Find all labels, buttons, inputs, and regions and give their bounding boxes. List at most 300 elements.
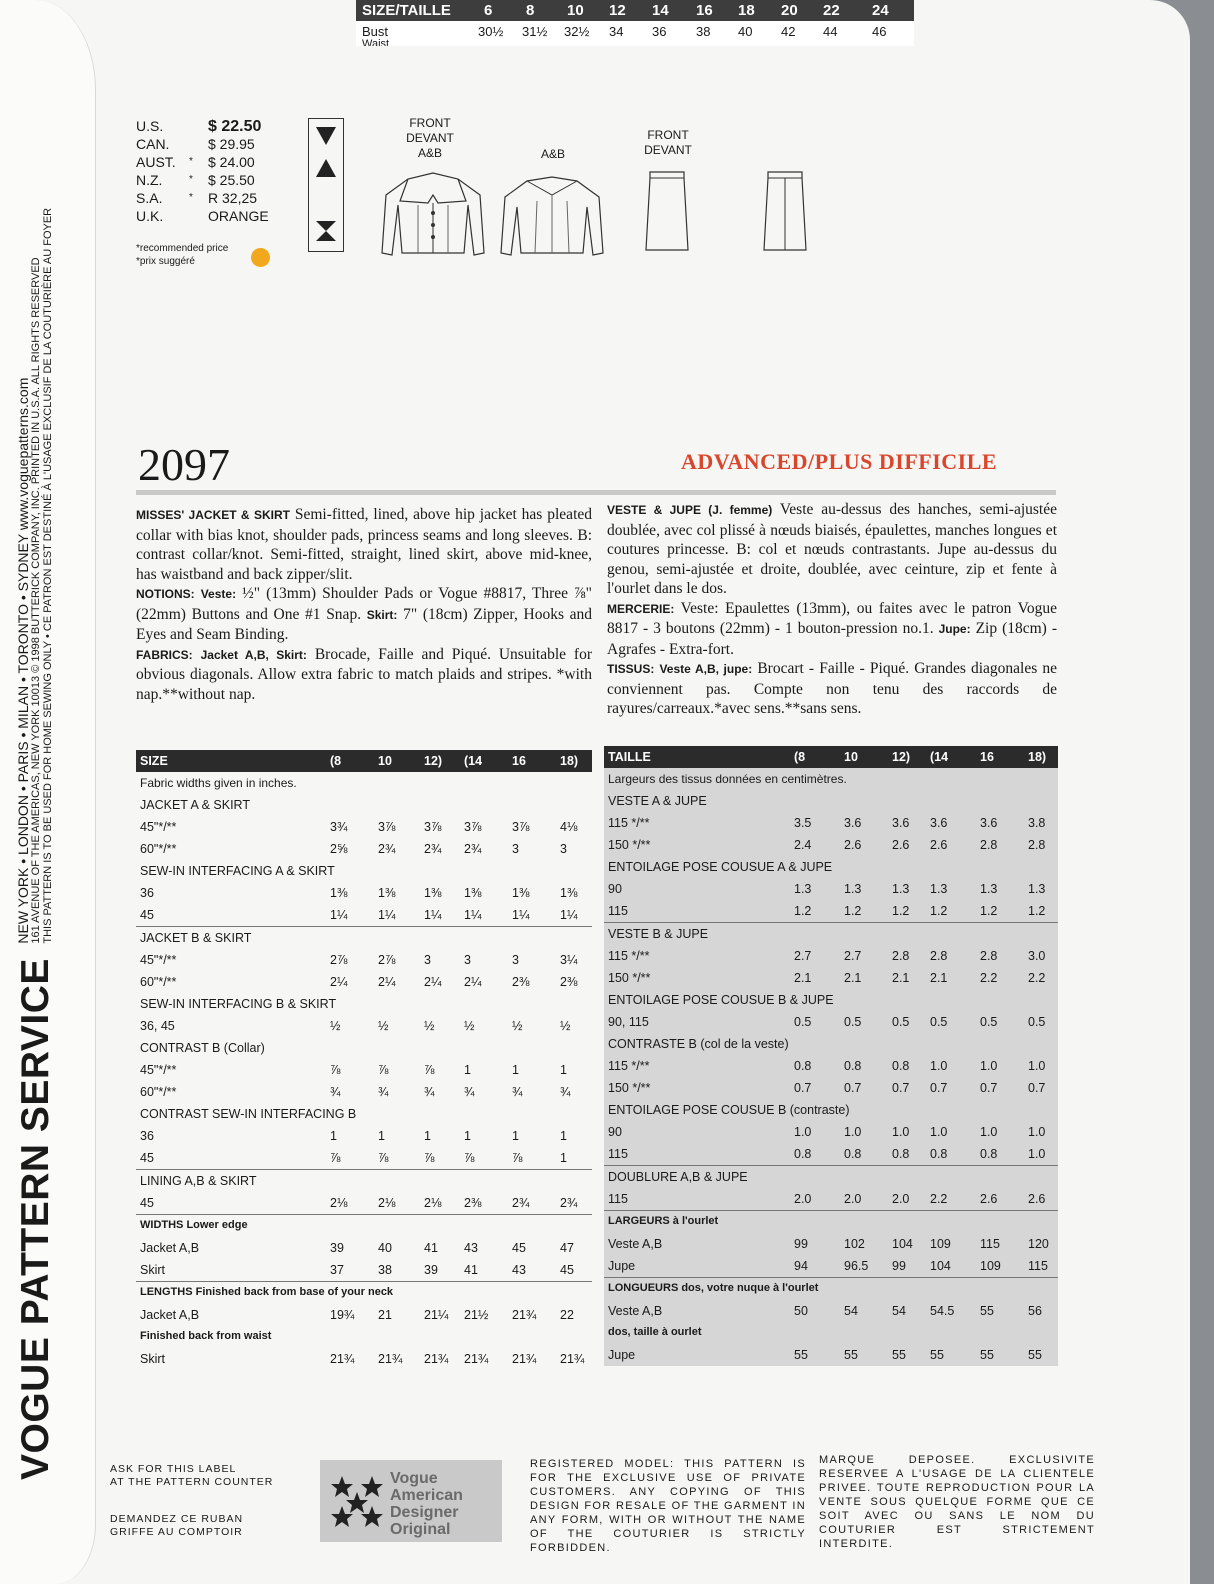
table-header-cell: (8 bbox=[330, 754, 342, 768]
table-cell: 1.0 bbox=[844, 1125, 862, 1139]
table-cell: 1.3 bbox=[1028, 882, 1046, 896]
table-cell: 21¾ bbox=[464, 1352, 489, 1366]
table-cell: 21¾ bbox=[560, 1352, 585, 1366]
table-cell: 1.0 bbox=[980, 1059, 998, 1073]
row-label: Veste A,B bbox=[608, 1237, 663, 1251]
table-cell: 2¾ bbox=[512, 1196, 530, 1210]
table-cell: 55 bbox=[794, 1348, 808, 1362]
table-cell: 0.5 bbox=[892, 1015, 910, 1029]
table-header-cell: (14 bbox=[930, 750, 949, 764]
bust-label: Bust bbox=[362, 24, 389, 39]
table-cell: 1 bbox=[560, 1151, 567, 1165]
fabrics-label: FABRICS: bbox=[136, 647, 193, 662]
table-cell: 21¾ bbox=[330, 1352, 355, 1366]
row-label: CONTRAST B (Collar) bbox=[140, 1041, 265, 1055]
table-cell: 3 bbox=[464, 953, 471, 967]
table-cell: 2.7 bbox=[794, 949, 812, 963]
price-country: N.Z. bbox=[136, 172, 163, 188]
table-cell: 1.2 bbox=[794, 904, 812, 918]
table-cell: 54 bbox=[844, 1304, 858, 1318]
table-cell: 21 bbox=[378, 1308, 392, 1322]
table-row bbox=[136, 1259, 592, 1281]
table-row bbox=[136, 1192, 592, 1214]
table-cell: 1 bbox=[464, 1063, 471, 1077]
table-cell: 1.0 bbox=[794, 1125, 812, 1139]
price-note-en: *recommended price bbox=[136, 243, 229, 254]
table-row bbox=[136, 904, 592, 926]
publisher-info bbox=[17, 208, 55, 944]
table-cell: 2.0 bbox=[892, 1192, 910, 1206]
table-row bbox=[604, 878, 1058, 900]
table-cell: 41 bbox=[464, 1263, 478, 1277]
table-cell: 1⅜ bbox=[512, 886, 530, 900]
table-cell: 3⅞ bbox=[464, 820, 482, 834]
yardage-table-french bbox=[604, 746, 1058, 1366]
table-cell: 1.0 bbox=[930, 1059, 948, 1073]
table-cell: 3.6 bbox=[844, 816, 862, 830]
table-cell: 0.8 bbox=[794, 1059, 812, 1073]
table-cell: 102 bbox=[844, 1237, 865, 1251]
table-cell: 2⅛ bbox=[330, 1196, 348, 1210]
table-cell: 0.7 bbox=[980, 1081, 998, 1095]
price-value: $ 25.50 bbox=[208, 172, 255, 188]
table-cell: 115 bbox=[980, 1237, 1000, 1251]
row-label: CONTRASTE B (col de la veste) bbox=[608, 1037, 789, 1051]
table-section-label bbox=[136, 1326, 592, 1348]
label-request-fr: DEMANDEZ CE RUBAN GRIFFE AU COMPTOIR bbox=[110, 1513, 244, 1538]
table-cell: 1 bbox=[512, 1063, 519, 1077]
publisher-address: 161 AVENUE OF THE AMERICAS, NEW YORK 10013 © 1998 BUTTERICK COMPANY, INC. PRINTED IN U.S.A. ALL RIGHTS RESERVED bbox=[29, 257, 42, 944]
table-cell: 0.5 bbox=[844, 1015, 862, 1029]
table-row bbox=[136, 816, 592, 838]
table-cell: 55 bbox=[844, 1348, 858, 1362]
table-cell: 2.0 bbox=[844, 1192, 862, 1206]
table-cell: 2.1 bbox=[844, 971, 862, 985]
fabrics-text: Brocart - Faille - Piqué. Grandes diagonales ne conviennent pas. Compte non tenu des raccords de rayures/carreaux.*avec sens.**sans sens. bbox=[607, 660, 1058, 717]
table-cell: 1¼ bbox=[560, 908, 578, 922]
table-cell: 2.7 bbox=[844, 949, 862, 963]
table-row bbox=[604, 1077, 1058, 1099]
row-label: 90 bbox=[608, 882, 622, 896]
table-cell: 37 bbox=[330, 1263, 344, 1277]
table-row bbox=[136, 1147, 592, 1169]
row-label: 36 bbox=[140, 1129, 154, 1143]
table-cell: 55 bbox=[1028, 1348, 1042, 1362]
table-section-label bbox=[604, 790, 1058, 812]
table-row bbox=[136, 1348, 592, 1370]
difficulty-label: ADVANCED/PLUS DIFFICILE bbox=[681, 449, 998, 474]
table-cell: 0.8 bbox=[844, 1147, 862, 1161]
row-label: 45"*/** bbox=[140, 953, 177, 967]
table-cell: 2⅜ bbox=[464, 1196, 482, 1210]
row-label: Largeurs des tissus données en centimètres. bbox=[608, 772, 847, 786]
table-cell: 1.0 bbox=[892, 1125, 910, 1139]
row-label: Skirt bbox=[140, 1352, 165, 1366]
table-cell: 3 bbox=[512, 953, 519, 967]
label-back-ab: A&B bbox=[540, 147, 565, 161]
table-cell: ⅞ bbox=[464, 1151, 475, 1165]
table-cell: 2.8 bbox=[892, 949, 910, 963]
table-cell: 3¼ bbox=[560, 953, 578, 967]
table-cell: 3.6 bbox=[980, 816, 998, 830]
table-cell: 1 bbox=[378, 1129, 385, 1143]
table-cell: 0.5 bbox=[930, 1015, 948, 1029]
table-cell: 3.6 bbox=[930, 816, 948, 830]
brand-title: VOGUE PATTERN SERVICE bbox=[14, 958, 57, 1480]
table-cell: 40 bbox=[378, 1241, 392, 1255]
table-row bbox=[604, 1344, 1058, 1366]
table-section-label bbox=[136, 860, 592, 882]
price-country: S.A. bbox=[136, 190, 163, 206]
fold-mark-box bbox=[308, 118, 344, 252]
row-label: Jupe bbox=[608, 1348, 636, 1362]
table-cell: 1.0 bbox=[1028, 1059, 1046, 1073]
table-cell: 54.5 bbox=[930, 1304, 955, 1318]
table-cell: ¾ bbox=[560, 1085, 571, 1099]
bust-value: 38 bbox=[696, 24, 711, 39]
price-mark: * bbox=[189, 192, 193, 203]
table-cell: 3 bbox=[512, 842, 519, 856]
row-label: LENGTHS Finished back from base of your neck bbox=[140, 1286, 394, 1298]
table-cell: 3.0 bbox=[1028, 949, 1046, 963]
table-cell: 1.2 bbox=[844, 904, 862, 918]
table-cell: 2¼ bbox=[330, 975, 348, 989]
table-section-label bbox=[604, 989, 1058, 1011]
table-header-cell: (8 bbox=[794, 750, 806, 764]
table-section-label bbox=[136, 794, 592, 816]
table-row bbox=[604, 967, 1058, 989]
table-cell: 104 bbox=[892, 1237, 913, 1251]
table-cell: ⅞ bbox=[378, 1151, 389, 1165]
table-cell: 0.8 bbox=[930, 1147, 948, 1161]
table-cell: 3⅞ bbox=[512, 820, 530, 834]
table-section-label bbox=[604, 1099, 1058, 1121]
row-label: 60"*/** bbox=[140, 1085, 177, 1099]
table-cell: 3 bbox=[560, 842, 567, 856]
desc-heading: MISSES' JACKET & SKIRT bbox=[136, 508, 290, 522]
table-cell: 43 bbox=[464, 1241, 478, 1255]
table-cell: 1⅜ bbox=[560, 886, 578, 900]
table-section-label bbox=[604, 1278, 1058, 1300]
table-cell: 55 bbox=[892, 1348, 906, 1362]
row-label: 115 */** bbox=[608, 816, 650, 830]
table-cell: ¾ bbox=[330, 1085, 341, 1099]
bust-value: 42 bbox=[781, 24, 796, 39]
row-label: 45"*/** bbox=[140, 820, 177, 834]
table-cell: 2¾ bbox=[378, 842, 396, 856]
size-label: 16 bbox=[696, 2, 713, 19]
table-cell: 21¾ bbox=[378, 1352, 403, 1366]
price-note-fr: *prix suggéré bbox=[136, 256, 195, 267]
size-label: 14 bbox=[652, 2, 669, 19]
notions-sub-label: Skirt: bbox=[366, 607, 398, 622]
table-row bbox=[136, 1081, 592, 1103]
row-label: 36 bbox=[140, 886, 154, 900]
table-cell: 0.8 bbox=[844, 1059, 862, 1073]
row-label: 150 */** bbox=[608, 838, 651, 852]
table-row bbox=[136, 882, 592, 904]
table-cell: 2.2 bbox=[980, 971, 998, 985]
table-cell: 45 bbox=[512, 1241, 526, 1255]
row-label: 150 */** bbox=[608, 971, 651, 985]
table-cell: 2.0 bbox=[794, 1192, 812, 1206]
notions-text: Zip (18cm) - Agrafes - Extra-fort. bbox=[607, 620, 1057, 658]
row-label: VESTE A & JUPE bbox=[608, 794, 707, 808]
size-label: 24 bbox=[872, 2, 889, 19]
row-label: ENTOILAGE POSE COUSUE A & JUPE bbox=[608, 860, 833, 874]
row-label: 115 bbox=[608, 1147, 628, 1161]
table-section-label bbox=[604, 856, 1058, 878]
hourglass-icon bbox=[315, 219, 337, 248]
row-label: 115 bbox=[608, 1192, 628, 1206]
row-label: JACKET A & SKIRT bbox=[140, 798, 250, 812]
row-label: 115 */** bbox=[608, 949, 650, 963]
size-strip-title: SIZE/TAILLE bbox=[362, 2, 451, 19]
table-cell: 94 bbox=[794, 1259, 808, 1273]
table-section-label bbox=[604, 1033, 1058, 1055]
row-label: LINING A,B & SKIRT bbox=[140, 1174, 257, 1188]
table-cell: 2⅞ bbox=[330, 953, 348, 967]
table-row bbox=[136, 1059, 592, 1081]
table-cell: 0.5 bbox=[794, 1015, 812, 1029]
size-label: 12 bbox=[609, 2, 626, 19]
table-section-label bbox=[136, 993, 592, 1015]
table-cell: 2⅞ bbox=[378, 953, 396, 967]
table-section-label bbox=[604, 1322, 1058, 1344]
table-cell: 3¾ bbox=[330, 820, 348, 834]
table-cell: 0.8 bbox=[980, 1147, 998, 1161]
row-label: CONTRAST SEW-IN INTERFACING B bbox=[140, 1107, 357, 1121]
envelope-spine bbox=[14, 208, 58, 1480]
row-label: 90 bbox=[608, 1125, 622, 1139]
row-label: 36, 45 bbox=[140, 1019, 175, 1033]
table-cell: 1 bbox=[330, 1129, 337, 1143]
table-cell: 21¾ bbox=[424, 1352, 449, 1366]
table-cell: ⅞ bbox=[424, 1063, 435, 1077]
table-cell: 19¾ bbox=[330, 1308, 355, 1322]
table-header-cell: (14 bbox=[464, 754, 483, 768]
table-cell: ¾ bbox=[378, 1085, 389, 1099]
table-cell: 115 bbox=[1028, 1259, 1048, 1273]
table-section-label bbox=[604, 768, 1058, 790]
table-cell: 2⅜ bbox=[560, 975, 578, 989]
table-cell: 2¼ bbox=[424, 975, 442, 989]
table-cell: 39 bbox=[330, 1241, 344, 1255]
price-value: $ 22.50 bbox=[208, 118, 262, 135]
table-cell: 2⅜ bbox=[512, 975, 530, 989]
table-row bbox=[136, 1015, 592, 1037]
table-cell: ¾ bbox=[512, 1085, 523, 1099]
row-label: WIDTHS Lower edge bbox=[140, 1219, 248, 1231]
table-cell: 120 bbox=[1028, 1237, 1049, 1251]
skirt-front-sketch bbox=[640, 168, 694, 254]
table-section-label bbox=[604, 1166, 1058, 1188]
table-section-label bbox=[136, 1170, 592, 1192]
table-cell: 41 bbox=[424, 1241, 438, 1255]
table-row bbox=[604, 1121, 1058, 1143]
table-cell: 1.3 bbox=[844, 882, 862, 896]
price-value: $ 24.00 bbox=[208, 154, 255, 170]
row-label: LARGEURS à l'ourlet bbox=[608, 1215, 719, 1227]
size-label: 20 bbox=[781, 2, 798, 19]
table-section-label bbox=[136, 1215, 592, 1237]
price-country: U.K. bbox=[136, 208, 164, 224]
size-label: 22 bbox=[823, 2, 840, 19]
table-cell: 1 bbox=[560, 1129, 567, 1143]
table-cell: 109 bbox=[980, 1259, 1001, 1273]
row-label: Finished back from waist bbox=[140, 1330, 272, 1342]
notions-label: MERCERIE: bbox=[607, 601, 675, 616]
table-section-label bbox=[136, 1282, 592, 1304]
table-cell: 2.6 bbox=[844, 838, 862, 852]
desc-text: Veste au-dessus des hanches, semi-ajustée doublée, avec col plissé à nœuds biaisés, épaulettes, manches longues et coutures princesse. B: col et nœuds contrastants. Jupe au-dessus du genou, semi-ajustée et droite, doublée, avec ceinture, zip et fente à l'ourlet dans le dos. bbox=[607, 501, 1057, 597]
row-label: ENTOILAGE POSE COUSUE B (contraste) bbox=[608, 1103, 850, 1117]
table-cell: 2.2 bbox=[930, 1192, 948, 1206]
table-row bbox=[604, 1233, 1058, 1255]
row-label: Fabric widths given in inches. bbox=[140, 776, 297, 790]
table-row bbox=[136, 1237, 592, 1259]
table-cell: 1.0 bbox=[1028, 1147, 1046, 1161]
table-cell: ⅞ bbox=[512, 1151, 523, 1165]
home-sewing-notice: THIS PATTERN IS TO BE USED FOR HOME SEWING ONLY • CE PATRON EST DESTINÉ À L'USAGE EXCLUSIF DE LA COUTURIÈRE AU FOYER bbox=[42, 207, 55, 944]
table-cell: ⅞ bbox=[424, 1151, 435, 1165]
table-cell: 2¾ bbox=[424, 842, 442, 856]
desc-text: Semi-fitted, lined, above hip jacket has pleated collar with bias knot, shoulder pads, princess seams and long sleeves. B: contrast collar/knot. Semi-fitted, straight, lined skirt, above mid-knee, has waistband and back zipper/slit. bbox=[136, 506, 592, 583]
triangle-down-icon bbox=[315, 125, 337, 152]
row-label: LONGUEURS dos, votre nuque à l'ourlet bbox=[608, 1282, 819, 1294]
price-country: CAN. bbox=[136, 136, 170, 152]
table-row bbox=[604, 900, 1058, 922]
table-row bbox=[604, 1011, 1058, 1033]
table-cell: 0.8 bbox=[892, 1147, 910, 1161]
size-chart-strip bbox=[356, 0, 914, 46]
table-cell: 1¼ bbox=[512, 908, 530, 922]
bust-value: 36 bbox=[652, 24, 667, 39]
table-row bbox=[604, 1055, 1058, 1077]
row-label: JACKET B & SKIRT bbox=[140, 931, 252, 945]
table-cell: 1 bbox=[424, 1129, 431, 1143]
notions-label: NOTIONS: bbox=[136, 587, 195, 601]
notions-text: Epaulettes (13mm), ou faites avec le patron Vogue 8817 - 3 boutons (22mm) - 1 bouton-pression no.1. bbox=[607, 599, 1057, 637]
table-row bbox=[136, 949, 592, 971]
table-cell: 39 bbox=[424, 1263, 438, 1277]
table-section-label bbox=[136, 927, 592, 949]
row-label: 45 bbox=[140, 1151, 154, 1165]
table-row bbox=[136, 1304, 592, 1326]
row-label: 60"*/** bbox=[140, 842, 177, 856]
table-cell: ½ bbox=[424, 1019, 435, 1033]
table-cell: 21½ bbox=[464, 1308, 489, 1322]
table-cell: 1¼ bbox=[378, 908, 396, 922]
table-cell: 2.6 bbox=[980, 1192, 998, 1206]
table-header-cell: 12) bbox=[424, 754, 443, 768]
table-cell: 1¼ bbox=[464, 908, 482, 922]
row-label: SEW-IN INTERFACING B & SKIRT bbox=[140, 997, 337, 1011]
table-cell: 1.0 bbox=[1028, 1125, 1046, 1139]
table-cell: 1 bbox=[464, 1129, 471, 1143]
table-cell: 3.5 bbox=[794, 816, 812, 830]
size-label: 8 bbox=[526, 2, 535, 19]
table-cell: 0.5 bbox=[1028, 1015, 1046, 1029]
label-request-en: ASK FOR THIS LABEL AT THE PATTERN COUNTER bbox=[110, 1463, 274, 1488]
bust-value: 31½ bbox=[522, 24, 548, 39]
table-cell: 2¾ bbox=[464, 842, 482, 856]
row-label: 150 */** bbox=[608, 1081, 651, 1095]
table-cell: ½ bbox=[330, 1019, 341, 1033]
notions-sub-label: Veste: bbox=[680, 599, 719, 617]
table-cell: 21¾ bbox=[512, 1308, 537, 1322]
table-cell: 0.7 bbox=[794, 1081, 812, 1095]
designer-original-label bbox=[320, 1460, 502, 1542]
row-label: Veste A,B bbox=[608, 1304, 663, 1318]
table-cell: 54 bbox=[892, 1304, 906, 1318]
desc-heading: VESTE & JUPE (J. femme) bbox=[607, 503, 773, 517]
table-cell: 96.5 bbox=[844, 1259, 869, 1273]
table-cell: 0.7 bbox=[1028, 1081, 1046, 1095]
fabrics-text: Brocade, Faille and Piqué. Unsuitable for obvious diagonals. Allow extra fabric to match plaids and stripes. *with nap.**without nap. bbox=[136, 645, 593, 703]
table-section-label bbox=[136, 1103, 592, 1125]
table-cell: 99 bbox=[794, 1237, 808, 1251]
table-cell: 2.1 bbox=[892, 971, 910, 985]
bust-value: 34 bbox=[609, 24, 624, 39]
row-label: VESTE B & JUPE bbox=[608, 927, 709, 941]
notions-text: 7" (18cm) Zipper, Hooks and Eyes and Seam Binding. bbox=[136, 605, 593, 643]
table-cell: 99 bbox=[892, 1259, 906, 1273]
table-cell: 3⅞ bbox=[378, 820, 396, 834]
pattern-number: 2097 bbox=[138, 439, 230, 490]
table-cell: 1¼ bbox=[330, 908, 348, 922]
table-cell: 1⅜ bbox=[330, 886, 348, 900]
table-cell: 38 bbox=[378, 1263, 392, 1277]
table-cell: 2¼ bbox=[378, 975, 396, 989]
table-cell: 0.7 bbox=[930, 1081, 948, 1095]
table-cell: 3⅞ bbox=[424, 820, 442, 834]
table-row bbox=[136, 971, 592, 993]
description-english bbox=[136, 505, 592, 704]
triangle-up-icon bbox=[315, 157, 337, 184]
table-cell: 2.6 bbox=[930, 838, 948, 852]
table-row bbox=[604, 834, 1058, 856]
table-row bbox=[604, 1188, 1058, 1210]
table-cell: 47 bbox=[560, 1241, 574, 1255]
table-cell: 0.7 bbox=[892, 1081, 910, 1095]
table-cell: 2.4 bbox=[794, 838, 812, 852]
price-mark: * bbox=[189, 156, 193, 167]
table-cell: 3.8 bbox=[1028, 816, 1046, 830]
table-cell: ⅞ bbox=[378, 1063, 389, 1077]
row-label: 90, 115 bbox=[608, 1015, 649, 1029]
price-value: $ 29.95 bbox=[208, 136, 255, 152]
table-cell: 55 bbox=[980, 1304, 994, 1318]
table-header-cell: 18) bbox=[560, 754, 579, 768]
table-cell: 4⅛ bbox=[560, 820, 578, 834]
notions-sub-label: Jupe: bbox=[938, 622, 971, 636]
table-cell: 50 bbox=[794, 1304, 808, 1318]
table-cell: ¾ bbox=[424, 1085, 435, 1099]
table-header-cell: 12) bbox=[892, 750, 911, 764]
table-header bbox=[604, 746, 1058, 768]
table-row bbox=[604, 1143, 1058, 1165]
bust-value: 46 bbox=[872, 24, 887, 39]
table-cell: 2.6 bbox=[892, 838, 910, 852]
table-cell: 21¾ bbox=[512, 1352, 537, 1366]
label-front-skirt: FRONT DEVANT bbox=[644, 128, 692, 157]
table-cell: 2¾ bbox=[560, 1196, 578, 1210]
table-cell: 1.3 bbox=[892, 882, 910, 896]
row-label: Jacket A,B bbox=[140, 1241, 200, 1255]
table-cell: 1.2 bbox=[930, 904, 948, 918]
row-label: 115 */** bbox=[608, 1059, 650, 1073]
